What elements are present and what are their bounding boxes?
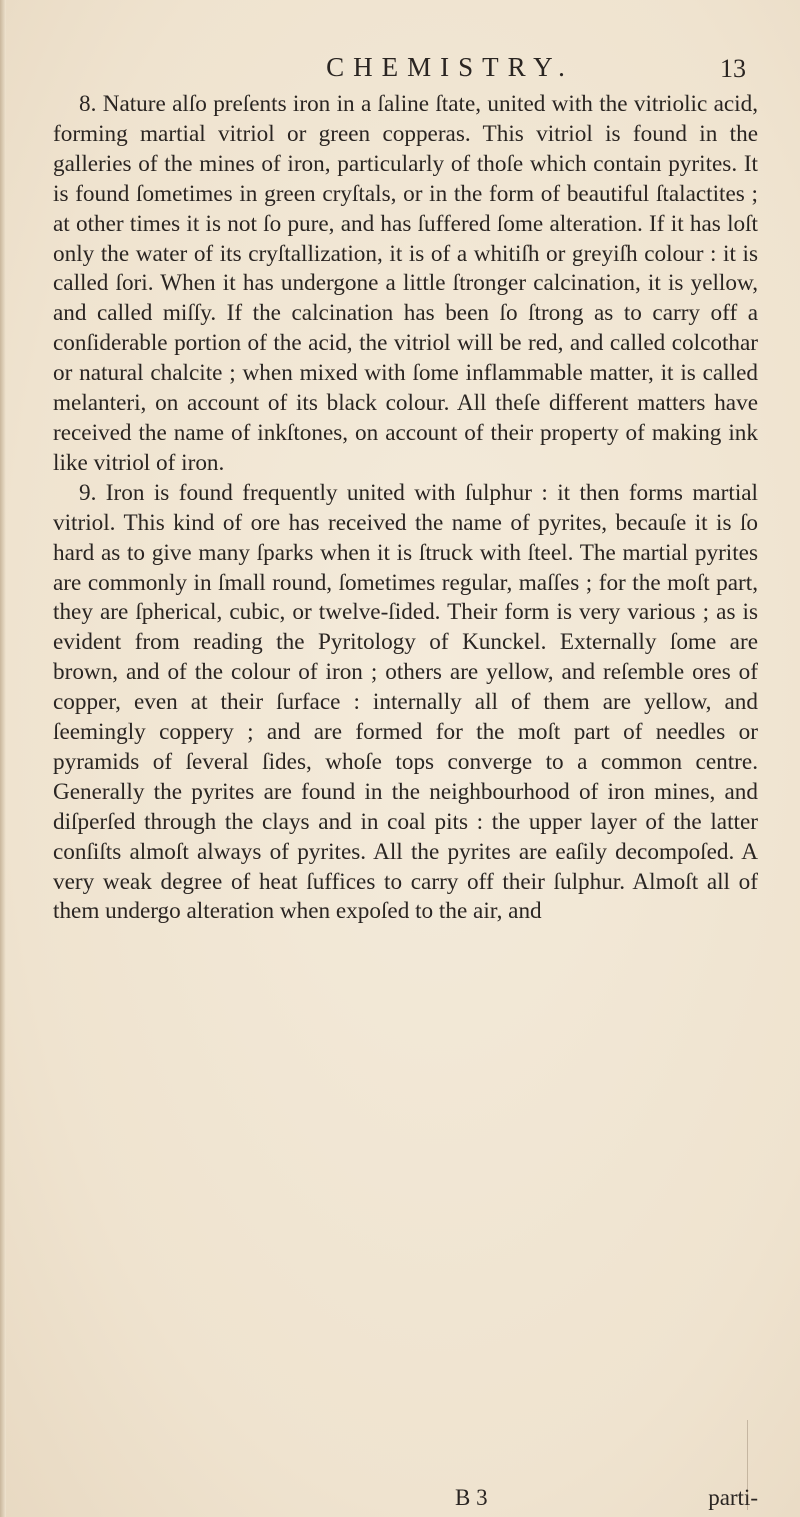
page-gutter-shadow [0, 0, 6, 1517]
catchword: parti- [708, 1485, 758, 1510]
running-title: CHEMISTRY. [326, 52, 574, 82]
margin-crease [737, 1420, 748, 1510]
paragraph-9: 9. Iron is found frequently united with ſulphur : it then forms martial vitriol. This kind of ore has received the name of pyrites, becauſe it is ſo hard as to give many ſparks when it is ſtruck with ſteel. The martial pyrites are commonly in ſmall round, ſometimes regular, maſſes ; for the moſt part, they are ſpherical, cubic, or twelve-ſided. Their form is very various ; as is evident from reading the Pyritology of Kunckel. Externally ſome are brown, and of the colour of iron ; others are yellow, and reſemble ores of copper, even at their ſurface : internally all of them are yellow, and ſeemingly coppery ; and are formed for the moſt part of needles or pyramids of ſeveral ſides, whoſe tops converge to a common centre. Generally the pyrites are found in the neighbourhood of iron mines, and diſperſed through the clays and in coal pits : the upper layer of the latter conſiſts almoſt always of pyrites. All the pyrites are eaſily decompoſed. A very weak degree of heat ſuffices to carry off their ſulphur. Almoſt all of them undergo alteration when expoſed to the air, and [53, 479, 758, 925]
page-number: 13 [720, 54, 746, 83]
signature-mark: B 3 [455, 1485, 488, 1510]
body-text [53, 90, 758, 927]
paragraph-8: 8. Nature alſo preſents iron in a ſaline ſtate, united with the vitriolic acid, forming martial vitriol or green copperas. This vitriol is found in the galleries of the mines of iron, particularly of thoſe which contain pyrites. It is found ſometimes in green cryſtals, or in the form of beautiful ſtalactites ; at other times it is not ſo pure, and has ſuffered ſome alteration. If it has loſt only the water of its cryſtallization, it is of a whitiſh or greyiſh colour : it is called ſori. When it has undergone a little ſtronger calcination, it is yellow, and called miſſy. If the calcination has been ſo ſtrong as to carry off a conſiderable portion of the acid, the vitriol will be red, and called colcothar or natural chalcite ; when mixed with ſome inflammable matter, it is called melanteri, on account of its black colour. All theſe different matters have received the name of inkſtones, on account of their property of making ink like vitriol of iron. [53, 91, 758, 476]
